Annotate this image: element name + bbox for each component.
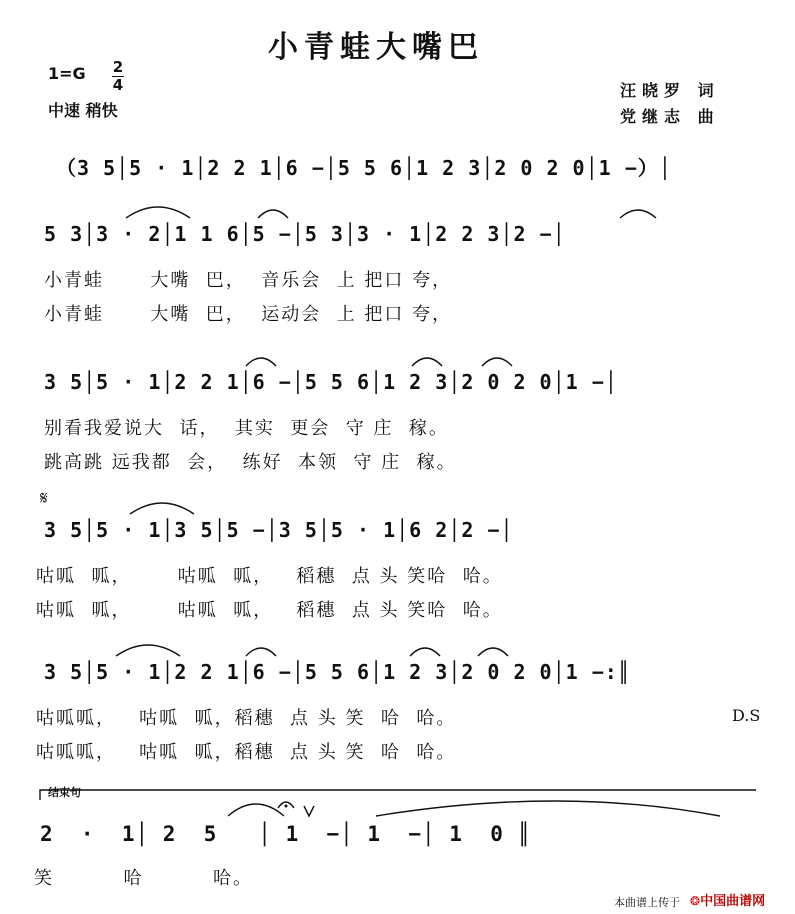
site-logo bbox=[690, 890, 765, 909]
dal-segno-mark: D.S bbox=[732, 706, 761, 725]
lyricist-credit: 汪晓罗 词 bbox=[620, 81, 720, 100]
lyric-line-5-verse-1: 咕呱呱， 咕呱 呱，稻穗 点 头 笑 哈 哈。 bbox=[36, 708, 457, 729]
ending-bracket bbox=[40, 790, 756, 800]
slur bbox=[478, 648, 508, 656]
slur bbox=[620, 210, 656, 218]
slur bbox=[258, 210, 288, 218]
lyric-line-3-verse-1: 别看我爱说大 话， 其实 更会 守 庄 稼。 bbox=[44, 418, 449, 439]
slur bbox=[116, 645, 180, 656]
time-top: 2 bbox=[112, 58, 124, 76]
fermata-dot bbox=[285, 805, 288, 808]
logo-text: 中国曲谱网 bbox=[700, 894, 766, 909]
notation-line-1: （3 5│5 · 1│2 2 1│6 −│5 5 6│1 2 3│2 0 2 0│1 −）│ bbox=[56, 156, 672, 180]
notation-line-5: 3 5│5 · 1│2 2 1│6 −│5 5 6│1 2 3│2 0 2 0│1 −:║ bbox=[44, 660, 631, 684]
logo-icon: ❂ bbox=[690, 894, 701, 908]
breath-mark-icon bbox=[304, 806, 314, 816]
key-signature bbox=[48, 64, 86, 83]
lyric-line-4-verse-1: 咕呱 呱， 咕呱 呱， 稻穗 点 头 笑哈 哈。 bbox=[36, 566, 503, 587]
lyric-line-6: 笑 哈 哈。 bbox=[34, 868, 253, 889]
footer-upload-text: 本曲谱上传于 bbox=[614, 896, 680, 909]
slur bbox=[126, 207, 190, 218]
notation-line-3: 3 5│5 · 1│2 2 1│6 −│5 5 6│1 2 3│2 0 2 0│1 −│ bbox=[44, 370, 618, 394]
key-label: 1=G bbox=[48, 64, 86, 83]
page-title: 小青蛙大嘴巴 bbox=[268, 30, 484, 65]
lyric-line-5-verse-2: 咕呱呱， 咕呱 呱，稻穗 点 头 笑 哈 哈。 bbox=[36, 742, 457, 763]
slur bbox=[130, 503, 194, 514]
slur bbox=[246, 358, 276, 366]
ending-label: 结束句 bbox=[48, 786, 81, 799]
notation-line-2: 5 3│3 · 2│1 1 6│5 −│5 3│3 · 1│2 2 3│2 −│ bbox=[44, 222, 566, 246]
lyric-line-2-verse-1: 小青蛙 大嘴 巴， 音乐会 上 把口 夸， bbox=[44, 270, 453, 291]
slur bbox=[482, 358, 512, 366]
notation-line-6: 2 · 1│ 2 5 │ 1 −│ 1 −│ 1 0 ║ bbox=[40, 822, 532, 846]
tempo-marking: 中速 稍快 bbox=[48, 101, 118, 120]
lyric-line-4-verse-2: 咕呱 呱， 咕呱 呱， 稻穗 点 头 笑哈 哈。 bbox=[36, 600, 503, 621]
slur bbox=[412, 358, 442, 366]
slur bbox=[376, 801, 720, 816]
time-bottom: 4 bbox=[112, 76, 124, 94]
composer-credit: 党继志 曲 bbox=[620, 107, 720, 126]
lyric-line-3-verse-2: 跳高跳 远我都 会， 练好 本领 守 庄 稼。 bbox=[44, 452, 457, 473]
time-signature bbox=[112, 60, 124, 94]
notation-line-4: 3 5│5 · 1│3 5│5 −│3 5│5 · 1│6 2│2 −│ bbox=[44, 518, 514, 542]
slur bbox=[228, 804, 284, 816]
segno-sign: 𝄋 bbox=[40, 488, 48, 509]
fermata-icon bbox=[278, 802, 294, 808]
slur bbox=[246, 648, 276, 656]
lyric-line-2-verse-2: 小青蛙 大嘴 巴， 运动会 上 把口 夸， bbox=[44, 304, 453, 325]
slur bbox=[410, 648, 440, 656]
